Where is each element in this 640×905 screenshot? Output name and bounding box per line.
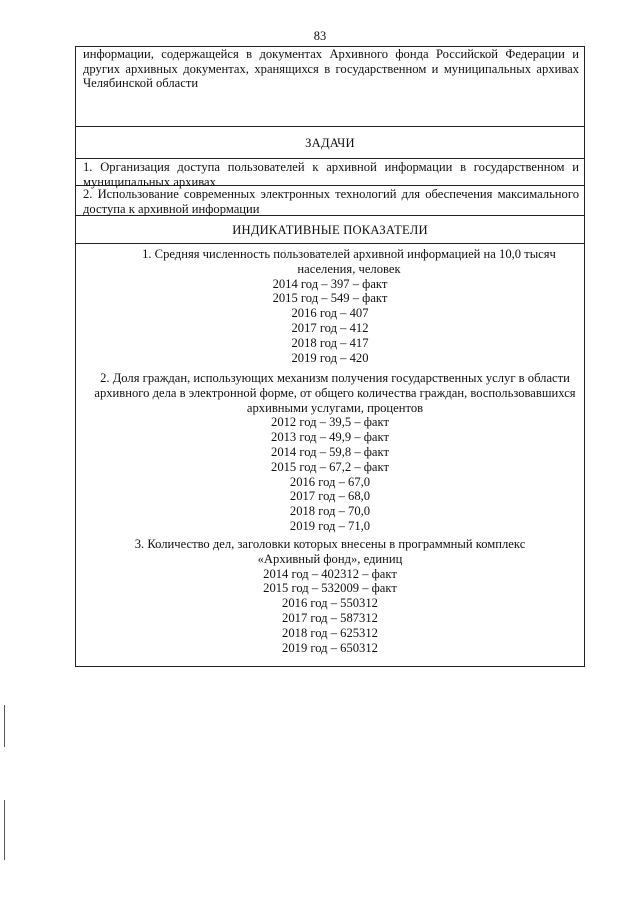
indicator-3-value: 2018 год – 625312 — [282, 625, 378, 640]
indicator-1-value: 2016 год – 407 — [291, 306, 369, 321]
indicator-2-value: 2012 год – 39,5 – факт — [271, 415, 389, 430]
indicator-2-value: 2018 год – 70,0 — [289, 504, 371, 519]
indicator-3-value: 2014 год – 402312 – факт — [263, 566, 397, 581]
indicator-1-value: 2017 год – 412 — [291, 320, 369, 335]
task-item-1: 1. Организация доступа пользователей к архивной информации в государственном и муниципальных архивах — [76, 158, 584, 185]
indicator-3-value: 2017 год – 587312 — [282, 610, 378, 625]
indicator-2-title: 2. Доля граждан, использующих механизм получения государственных услуг в области архивного дела в электронной форме, от общего количества граждан, воспользовавшихся архивными услугами, процентов — [94, 371, 576, 415]
indicator-2-value: 2017 год – 68,0 — [289, 489, 371, 504]
indicator-2-value: 2019 год – 71,0 — [289, 518, 371, 533]
indicator-2 — [76, 371, 584, 534]
indicator-3-value: 2019 год – 650312 — [282, 640, 378, 655]
program-table — [75, 46, 585, 667]
indicator-1-value: 2014 год – 397 – факт — [272, 276, 388, 291]
indicator-1-value: 2015 год – 549 – факт — [272, 291, 388, 306]
intro-cell: информации, содержащейся в документах Архивного фонда Российской Федерации и других архивных документах, хранящихся в государственном и муниципальных архивах Челябинской области — [83, 47, 579, 90]
indicator-2-value: 2015 год – 67,2 – факт — [271, 459, 389, 474]
indicator-3-value: 2015 год – 532009 – факт — [263, 581, 397, 596]
indicator-3-title: 3. Количество дел, заголовки которых внесены в программный комплекс «Архивный фонд», единиц — [134, 537, 526, 566]
indicators-cell — [76, 243, 584, 666]
scan-edge-mark — [4, 800, 5, 860]
page-number: 83 — [313, 29, 327, 43]
indicator-3 — [76, 537, 584, 655]
indicator-2-value: 2013 год – 49,9 – факт — [271, 430, 389, 445]
indicator-1-title: 1. Средняя численность пользователей архивной информацией на 10,0 тысяч населения, человек — [142, 247, 556, 276]
indicator-3-value: 2016 год – 550312 — [282, 596, 378, 611]
indicator-1 — [76, 247, 584, 365]
indicator-1-value: 2019 год – 420 — [291, 350, 369, 365]
scan-edge-mark — [4, 705, 5, 747]
indicator-2-value: 2014 год – 59,8 – факт — [271, 444, 389, 459]
task-item-2: 2. Использование современных электронных технологий для обеспечения максимального доступа к архивной информации — [76, 185, 584, 215]
indicators-heading: ИНДИКАТИВНЫЕ ПОКАЗАТЕЛИ — [76, 215, 584, 243]
indicator-2-value: 2016 год – 67,0 — [289, 474, 371, 489]
tasks-heading: ЗАДАЧИ — [76, 126, 584, 158]
indicator-1-value: 2018 год – 417 — [291, 335, 369, 350]
